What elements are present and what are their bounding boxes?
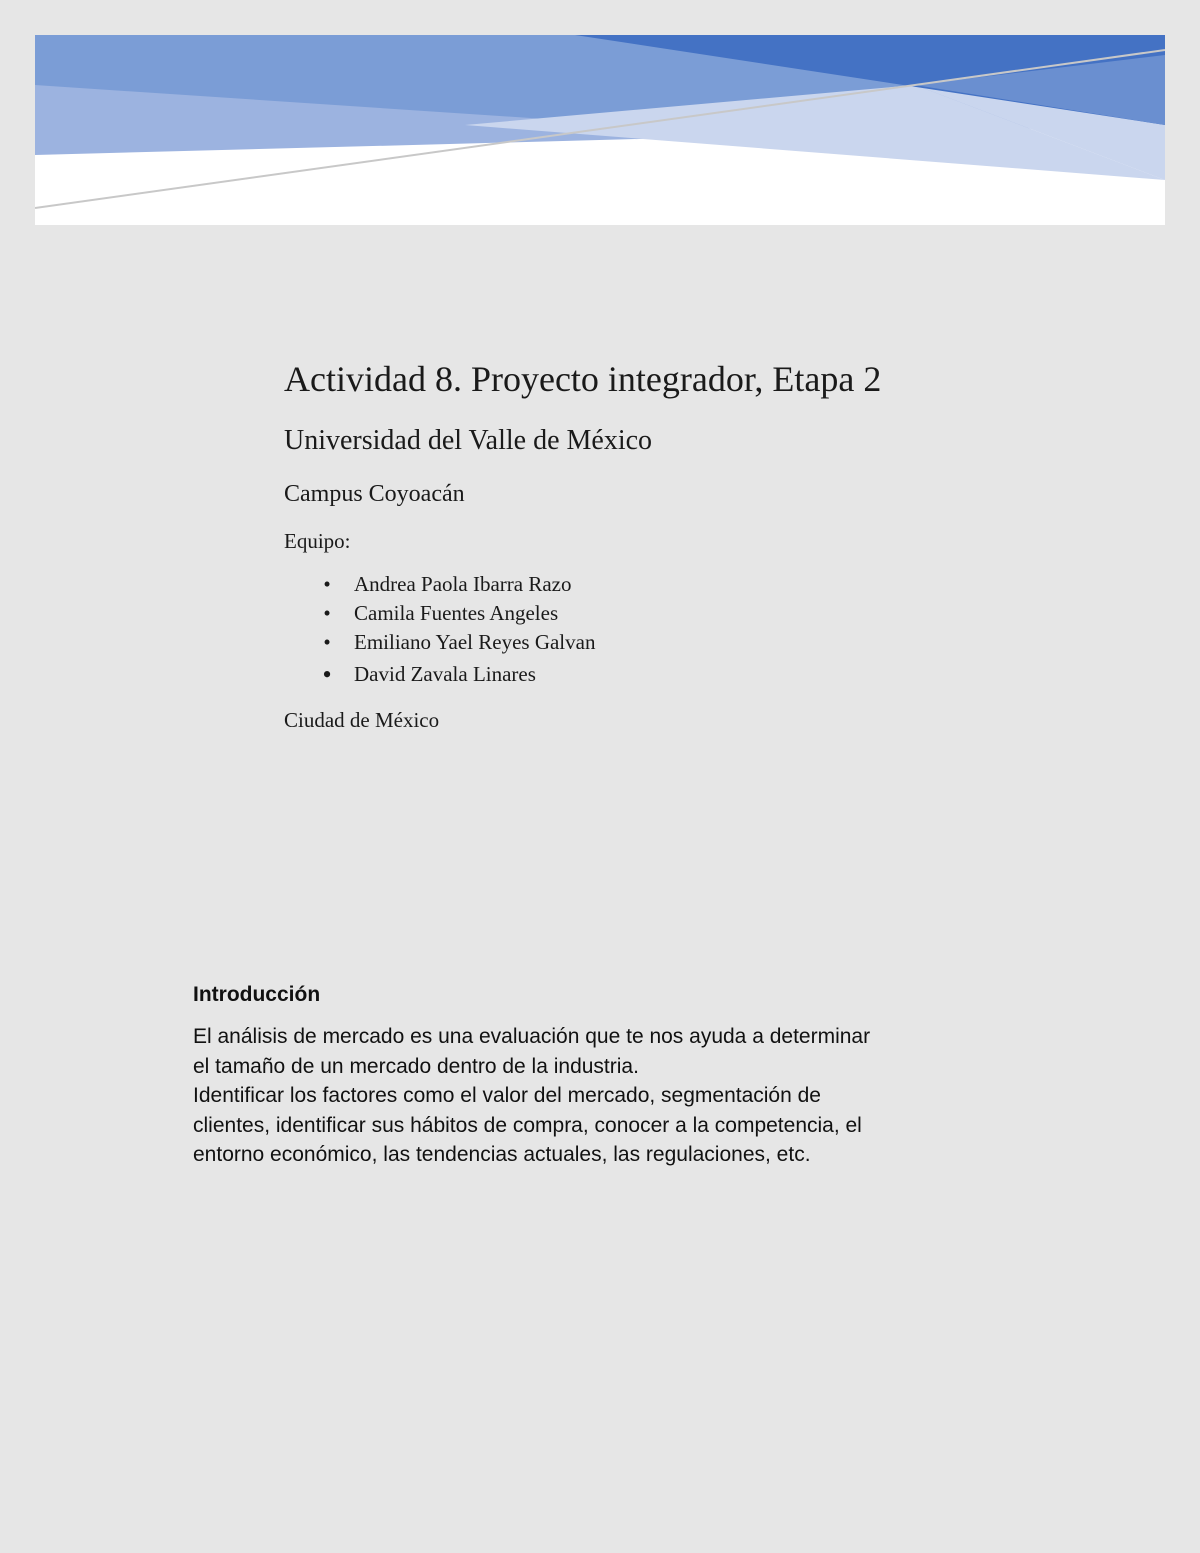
document-title: Actividad 8. Proyecto integrador, Etapa 2 bbox=[284, 359, 882, 399]
team-member-name: Andrea Paola Ibarra Razo bbox=[354, 572, 572, 596]
introduction-line: entorno económico, las tendencias actuales, las regulaciones, etc. bbox=[193, 1143, 811, 1166]
team-member bbox=[284, 628, 1044, 657]
bullet-icon: • bbox=[323, 630, 331, 654]
city-name: Ciudad de México bbox=[284, 708, 440, 732]
bullet-icon: • bbox=[322, 660, 332, 689]
header-banner bbox=[35, 35, 1165, 225]
team-member-name: Camila Fuentes Angeles bbox=[354, 601, 559, 625]
team-member bbox=[284, 660, 1044, 689]
introduction-heading: Introducción bbox=[193, 983, 321, 1006]
team-list bbox=[284, 570, 1044, 689]
bullet-icon: • bbox=[323, 601, 331, 625]
team-member-name: David Zavala Linares bbox=[354, 662, 536, 686]
bullet-icon: • bbox=[323, 572, 331, 596]
campus-name: Campus Coyoacán bbox=[284, 481, 465, 507]
introduction-line: Identificar los factores como el valor del mercado, segmentación de bbox=[193, 1084, 821, 1107]
introduction-paragraph bbox=[193, 1022, 983, 1170]
university-name: Universidad del Valle de México bbox=[284, 425, 653, 456]
team-label: Equipo: bbox=[284, 529, 351, 553]
introduction-line: el tamaño de un mercado dentro de la industria. bbox=[193, 1054, 639, 1078]
team-member bbox=[284, 599, 1044, 628]
introduction-section bbox=[193, 982, 983, 1170]
cover-block bbox=[284, 355, 1044, 733]
team-member bbox=[284, 570, 1044, 599]
introduction-line: El análisis de mercado es una evaluación que te nos ayuda a determinar bbox=[193, 1025, 871, 1048]
team-member-name: Emiliano Yael Reyes Galvan bbox=[354, 630, 596, 654]
introduction-line: clientes, identificar sus hábitos de compra, conocer a la competencia, el bbox=[193, 1113, 862, 1137]
